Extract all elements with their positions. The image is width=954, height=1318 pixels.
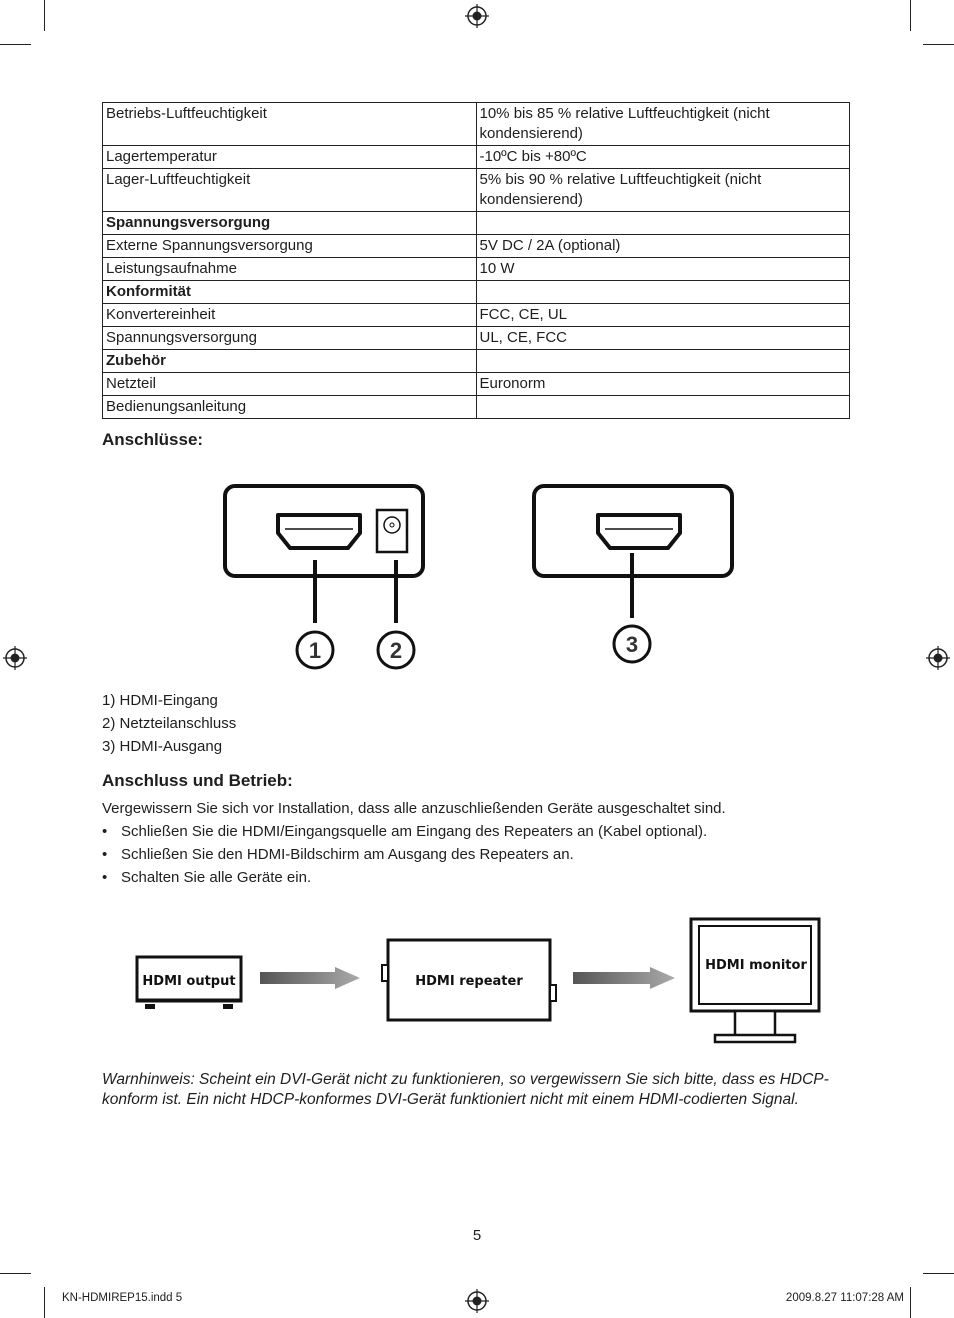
table-cell-label: Konformität xyxy=(103,281,477,304)
hdmi-port-icon xyxy=(598,515,680,548)
table-row xyxy=(103,146,850,169)
table-cell-label: Netzteil xyxy=(103,373,477,396)
crop-mark xyxy=(910,0,911,31)
footer-file-info: KN-HDMIREP15.indd 5 xyxy=(62,1292,183,1304)
table-row xyxy=(103,304,850,327)
connector-diagram xyxy=(215,478,745,678)
hdmi-output-label: HDMI output xyxy=(142,974,236,989)
crop-mark xyxy=(0,44,31,45)
arrow-icon xyxy=(573,967,675,989)
table-cell-label: Konvertereinheit xyxy=(103,304,477,327)
table-row xyxy=(103,169,850,212)
table-row xyxy=(103,373,850,396)
table-cell-label: Betriebs-Luftfeuchtigkeit xyxy=(103,103,477,146)
registration-mark-icon xyxy=(926,646,950,670)
table-cell-label: Spannungsversorgung xyxy=(103,327,477,350)
page-number: 5 xyxy=(472,1227,482,1244)
warning-note: Warnhinweis: Scheint ein DVI-Gerät nicht zu funktionieren, so vergewissern Sie sich bitte, dass es HDCP-konform ist. Ein nicht HDCP-konformes DVI-Gerät funktioniert nicht mit einem HDMI-codierten Signal. xyxy=(102,1071,829,1108)
crop-mark xyxy=(44,0,45,31)
legend-item: 1) HDMI-Eingang xyxy=(102,692,218,709)
table-cell-label: Bedienungsanleitung xyxy=(103,396,477,419)
table-cell-value: -10ºC bis +80ºC xyxy=(476,146,850,169)
table-cell-value: 5% bis 90 % relative Luftfeuchtigkeit (nicht kondensierend) xyxy=(476,169,850,212)
table-cell-value: 10 W xyxy=(476,258,850,281)
table-section-header xyxy=(103,212,850,235)
table-cell-value xyxy=(476,350,850,373)
table-cell-label: Leistungsaufnahme xyxy=(103,258,477,281)
callout-2-label: 2 xyxy=(389,638,403,663)
table-cell-value: UL, CE, FCC xyxy=(476,327,850,350)
hdmi-repeater-label: HDMI repeater xyxy=(415,974,523,989)
table-cell-label: Spannungsversorgung xyxy=(103,212,477,235)
table-cell-value xyxy=(476,281,850,304)
registration-mark-icon xyxy=(3,646,27,670)
table-cell-label: Externe Spannungsversorgung xyxy=(103,235,477,258)
operation-heading: Anschluss und Betrieb: xyxy=(102,771,293,790)
table-row xyxy=(103,396,850,419)
list-item: • Schließen Sie den HDMI-Bildschirm am Ausgang des Repeaters an. xyxy=(102,843,707,866)
connections-heading: Anschlüsse: xyxy=(102,430,204,449)
crop-mark xyxy=(923,44,954,45)
callout-3-label: 3 xyxy=(625,632,639,657)
legend-item: 2) Netzteilanschluss xyxy=(102,715,237,732)
legend-item: 3) HDMI-Ausgang xyxy=(102,738,223,755)
operation-steps xyxy=(102,820,707,889)
table-row xyxy=(103,258,850,281)
registration-mark-icon xyxy=(465,1289,489,1313)
table-cell-value: 5V DC / 2A (optional) xyxy=(476,235,850,258)
table-cell-value xyxy=(476,212,850,235)
crop-mark xyxy=(44,1287,45,1318)
table-section-header xyxy=(103,350,850,373)
table-cell-value: 10% bis 85 % relative Luftfeuchtigkeit (nicht kondensierend) xyxy=(476,103,850,146)
spec-table xyxy=(102,102,850,419)
arrow-icon xyxy=(260,967,360,989)
table-row xyxy=(103,103,850,146)
crop-mark xyxy=(0,1273,31,1274)
operation-intro: Vergewissern Sie sich vor Installation, dass alle anzuschließenden Geräte ausgeschaltet sind. xyxy=(102,800,726,817)
hdmi-monitor-label: HDMI monitor xyxy=(705,958,807,973)
table-cell-label: Lager-Luftfeuchtigkeit xyxy=(103,169,477,212)
table-row xyxy=(103,327,850,350)
footer-timestamp: 2009.8.27 11:07:28 AM xyxy=(785,1292,904,1304)
crop-mark xyxy=(923,1273,954,1274)
list-item: • Schließen Sie die HDMI/Eingangsquelle am Eingang des Repeaters an (Kabel optional). xyxy=(102,820,707,843)
table-cell-label: Lagertemperatur xyxy=(103,146,477,169)
table-cell-value: FCC, CE, UL xyxy=(476,304,850,327)
table-row xyxy=(103,235,850,258)
table-cell-label: Zubehör xyxy=(103,350,477,373)
table-cell-value xyxy=(476,396,850,419)
connection-flow-diagram xyxy=(125,912,825,1052)
callout-1-label: 1 xyxy=(308,638,322,663)
table-cell-value: Euronorm xyxy=(476,373,850,396)
crop-mark xyxy=(910,1287,911,1318)
registration-mark-icon xyxy=(465,4,489,28)
table-section-header xyxy=(103,281,850,304)
hdmi-port-icon xyxy=(278,515,360,548)
list-item: • Schalten Sie alle Geräte ein. xyxy=(102,866,707,889)
